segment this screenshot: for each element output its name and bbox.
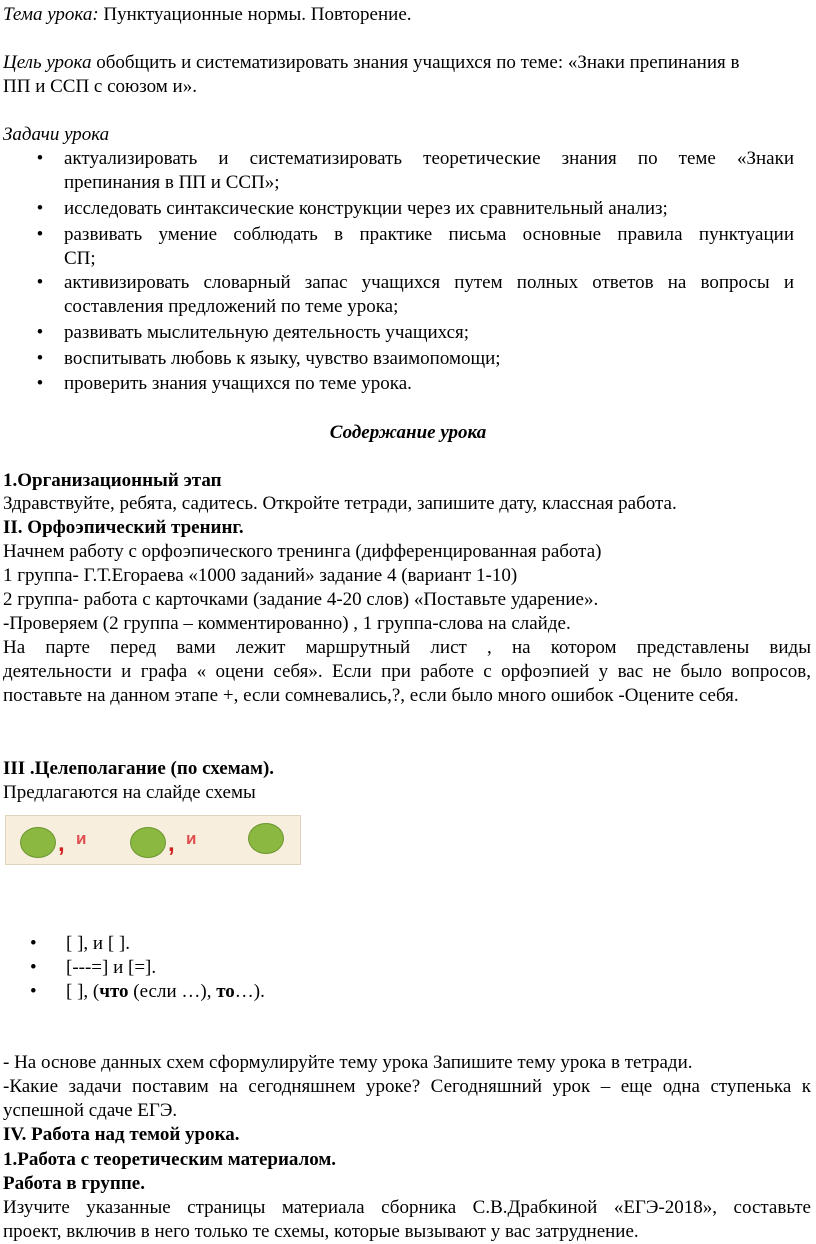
scheme-keyword: что — [99, 981, 129, 1002]
stage3-question: успешной сдаче ЕГЭ. — [3, 1100, 178, 1121]
goal-line-1 — [3, 51, 739, 75]
scheme-text: [ ], и [ ]. — [66, 933, 130, 954]
scheme-slide — [5, 815, 301, 865]
stage3-heading: III .Целеполагание (по схемам). — [3, 758, 275, 779]
stage2-line: -Проверяем (2 группа – комментированно) , 1 группа-слова на слайде. — [3, 613, 571, 634]
stage3-intro: Предлагаются на слайде схемы — [3, 782, 256, 803]
clause-circle-icon — [130, 827, 166, 858]
bullet-icon: • — [36, 272, 44, 293]
task-text: составления предложений по теме урока; — [64, 296, 399, 317]
task-text: исследовать синтаксические конструкции через их сравнительный анализ; — [64, 198, 668, 219]
bullet-icon: • — [30, 933, 37, 954]
bullet-icon: • — [36, 224, 44, 245]
task-text: развивать мыслительную деятельность учащихся; — [64, 322, 470, 343]
scheme-conjunction: и — [186, 829, 197, 848]
goal-line-2: ПП и ССП с союзом и». — [3, 76, 197, 97]
bullet-icon: • — [36, 198, 44, 219]
stage4-subheading: 1.Работа с теоретическим материалом. — [3, 1149, 337, 1170]
bullet-icon: • — [30, 981, 37, 1002]
scheme-keyword: то — [216, 981, 235, 1002]
task-text: СП; — [64, 248, 96, 269]
stage4-text: Изучите указанные страницы материала сборника С.В.Драбкиной «ЕГЭ-2018», составьте — [3, 1197, 811, 1218]
stage1-heading: 1.Организационный этап — [3, 470, 222, 491]
bullet-icon: • — [36, 322, 44, 343]
task-text: развивать умение соблюдать в практике письма основные правила пунктуации — [64, 224, 794, 245]
bullet-icon: • — [36, 348, 44, 369]
goal-text-1: обобщить и систематизировать знания учащихся по теме: «Знаки препинания в — [91, 52, 740, 73]
task-text: воспитывать любовь к языку, чувство взаимопомощи; — [64, 348, 501, 369]
scheme-text — [66, 980, 265, 1004]
topic-label: Тема урока: — [3, 4, 99, 25]
stage2-line: 2 группа- работа с карточками (задание 4-20 слов) «Поставьте ударение». — [3, 589, 599, 610]
task-text: проверить знания учащихся по теме урока. — [64, 373, 412, 394]
stage2-para-line: На парте перед вами лежит маршрутный лист , на котором представлены виды — [3, 637, 811, 658]
scheme-text: [---=] и [=]. — [66, 957, 157, 978]
scheme-text-part: (если …), — [128, 981, 217, 1002]
scheme-comma: , — [58, 830, 65, 857]
tasks-heading: Задачи урока — [3, 124, 110, 145]
bullet-icon: • — [36, 148, 44, 169]
stage1-text: Здравствуйте, ребята, садитесь. Откройте тетради, запишите дату, классная работа. — [3, 493, 677, 514]
task-text: препинания в ПП и ССП»; — [64, 172, 280, 193]
scheme-comma: , — [168, 830, 175, 857]
stage3-question: - На основе данных схем сформулируйте тему урока Запишите тему урока в тетради. — [3, 1052, 693, 1073]
stage2-para-line: поставьте на данном этапе +, если сомневались,?, если было много ошибок -Оцените себя. — [3, 685, 739, 706]
stage4-heading: IV. Работа над темой урока. — [3, 1124, 240, 1145]
stage2-para-line: деятельности и графа « оцени себя». Если при работе с орфоэпией у вас не было вопросов, — [3, 661, 811, 682]
scheme-text-part: …). — [234, 981, 265, 1002]
stage4-text: проект, включив в него только те схемы, которые вызывают у вас затруднение. — [3, 1221, 639, 1242]
bullet-icon: • — [36, 373, 44, 394]
bullet-icon: • — [30, 957, 37, 978]
content-heading: Содержание урока — [329, 422, 487, 443]
goal-label: Цель урока — [3, 52, 92, 73]
scheme-text-part: [ ], ( — [66, 981, 100, 1002]
stage2-line: Начнем работу с орфоэпического тренинга (дифференцированная работа) — [3, 541, 602, 562]
task-text: актуализировать и систематизировать теоретические знания по теме «Знаки — [64, 148, 794, 169]
clause-circle-icon — [20, 827, 56, 858]
topic-text: Пунктуационные нормы. Повторение. — [98, 4, 412, 25]
stage4-subheading: Работа в группе. — [3, 1173, 145, 1194]
scheme-conjunction: и — [76, 829, 87, 848]
stage2-heading: II. Орфоэпический тренинг. — [3, 517, 244, 538]
clause-circle-icon — [248, 823, 284, 854]
stage2-line: 1 группа- Г.Т.Егораева «1000 заданий» задание 4 (вариант 1-10) — [3, 565, 518, 586]
task-text: активизировать словарный запас учащихся путем полных ответов на вопросы и — [64, 272, 794, 293]
topic-line — [3, 3, 412, 27]
stage3-question: -Какие задачи поставим на сегодняшнем уроке? Сегодняшний урок – еще одна ступенька к — [3, 1076, 811, 1097]
